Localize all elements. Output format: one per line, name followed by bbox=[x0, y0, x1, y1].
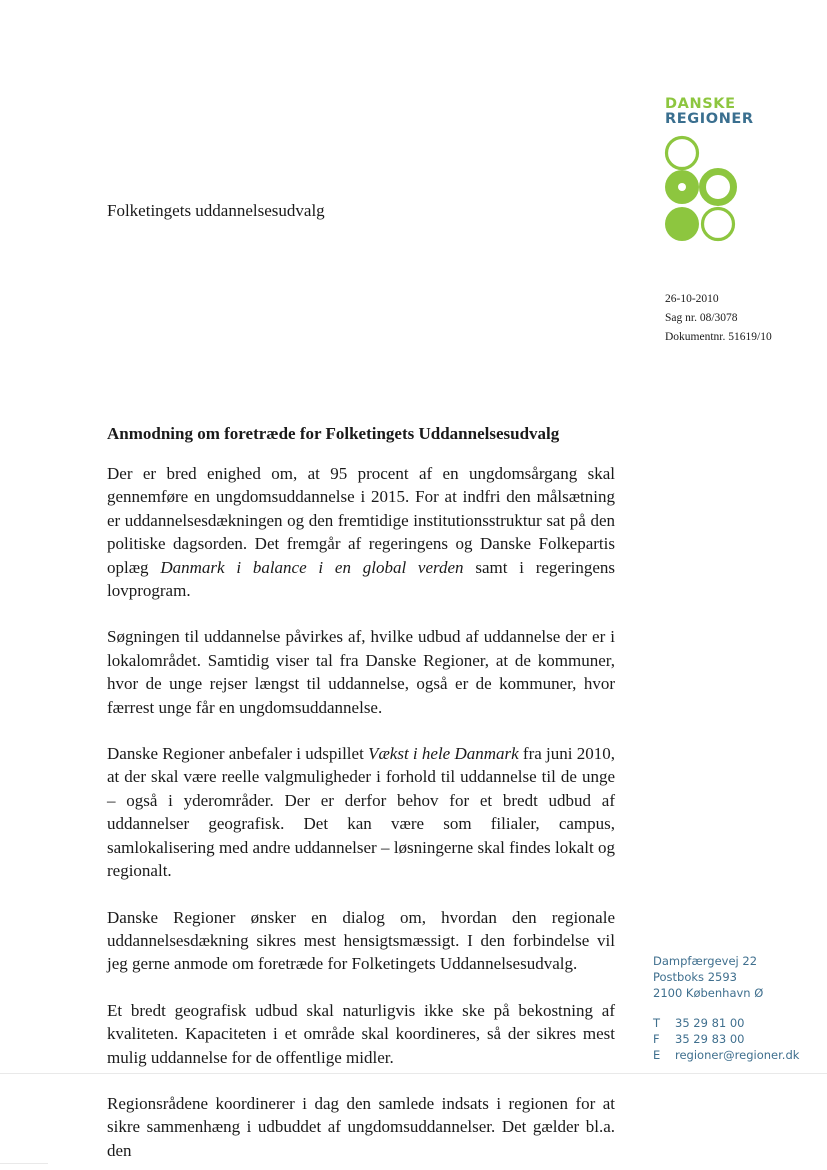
paragraph-1-emphasis: Danmark i balance i en global verden bbox=[160, 557, 464, 577]
paragraph-2: Søgningen til uddannelse påvirkes af, hvilke udbud af uddannelse der er i lokalområdet. Samtidig viser tal fra Danske Regioner, at de kommuner, hvor de unge rejser længst til uddannelse, også er de kommuner, hvor færrest unge får en ungdomsuddannelse. bbox=[107, 627, 615, 717]
paragraph-3-emphasis: Vækst i hele Danmark bbox=[368, 744, 519, 764]
letter-title: Anmodning om foretræde for Folketingets Uddannelsesudvalg bbox=[107, 424, 560, 443]
divider bbox=[0, 1163, 48, 1164]
logo bbox=[665, 97, 754, 127]
logo-circle-dot bbox=[678, 183, 686, 191]
paragraph-4: Danske Regioner ønsker en dialog om, hvordan den regionale uddannelsesdækning sikres mest hensigtsmæssigt. I den forbindelse vil jeg gerne anmode om foretræde for Folketingets Uddannelsesudvalg. bbox=[107, 907, 615, 974]
document-number: Dokumentnr. 51619/10 bbox=[665, 331, 772, 343]
address-street: Dampfærgevej 22 bbox=[653, 954, 758, 968]
paragraph-3: Danske Regioner anbefaler i udspillet Vækst i hele Danmark fra juni 2010, at der skal være reelle valgmuligheder i forhold til uddannelse til de unge – også i yderområder. Der er derfor behov for et bredt udbud af uddannelser geografisk. Det kan være som filialer, campus, samlokalisering med andre uddannelser – løsningerne skal findes lokalt og regionalt. bbox=[107, 744, 615, 881]
document-meta bbox=[665, 290, 772, 347]
logo-circle-open-top bbox=[667, 138, 698, 169]
logo-text-regioner: REGIONER bbox=[665, 111, 754, 127]
paragraph-1: Der er bred enighed om, at 95 procent af en ungdomsårgang skal gennemføre en ungdomsuddannelse i 2015. For at indfri den målsætning er uddannelsesdækningen og den fremtidige institutionsstruktur sat på den politiske dagsorden. Det fremgår af regeringens og Danske Folkepartis oplæg Danmark i balance i en global verden samt i regeringens lovprogram. bbox=[107, 464, 616, 601]
divider bbox=[0, 1073, 827, 1074]
address-pobox: Postboks 2593 bbox=[653, 970, 737, 984]
letter-body bbox=[107, 462, 615, 1162]
contact-fax: F 35 29 83 00 bbox=[653, 1032, 745, 1046]
contact-numbers bbox=[653, 1015, 799, 1063]
logo-circle-open-bottom-right bbox=[703, 209, 734, 240]
logo-circle-ring-right bbox=[703, 172, 734, 203]
logo-circle-filled-bottom bbox=[665, 207, 699, 241]
paragraph-5: Et bredt geografisk udbud skal naturligvis ikke ske på bekostning af kvaliteten. Kapaciteten i et område skal koordineres, så der sikres mest mulig uddannelse for de offentlige midler. bbox=[107, 1000, 615, 1067]
case-number: Sag nr. 08/3078 bbox=[665, 312, 738, 324]
recipient: Folketingets uddannelsesudvalg bbox=[107, 201, 325, 220]
contact-phone: T 35 29 81 00 bbox=[653, 1016, 745, 1030]
logo-circles-icon bbox=[660, 133, 742, 245]
address-city: 2100 København Ø bbox=[653, 986, 764, 1000]
paragraph-6: Regionsrådene koordinerer i dag den samlede indsats i regionen for at sikre sammenhæng i udbuddet af ungdomsuddannelser. Det gælder bl.a. den bbox=[107, 1093, 615, 1160]
letter-date: 26-10-2010 bbox=[665, 293, 719, 305]
contact-email: E regioner@regioner.dk bbox=[653, 1048, 800, 1062]
logo-text-danske: DANSKE bbox=[665, 96, 736, 112]
contact-address bbox=[653, 953, 763, 1001]
